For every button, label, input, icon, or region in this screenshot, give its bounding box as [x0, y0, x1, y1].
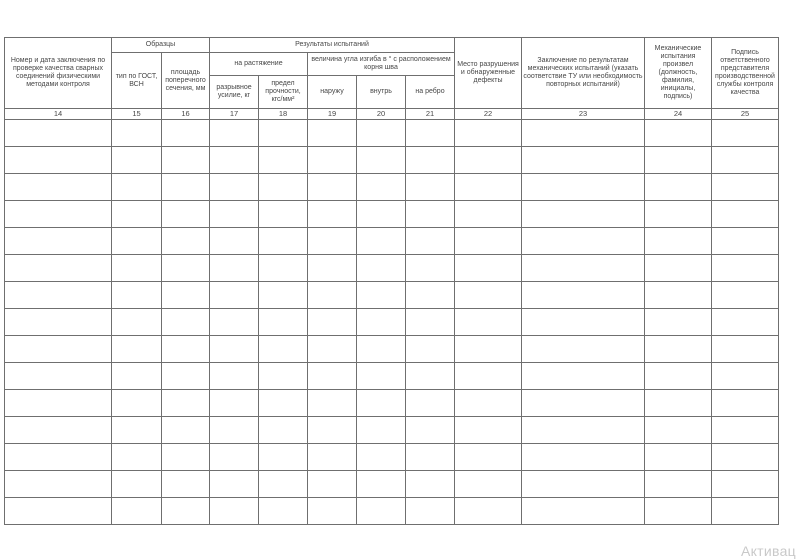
- table-cell[interactable]: [357, 147, 406, 174]
- header-tension-group: на растяжение: [210, 53, 308, 76]
- table-cell[interactable]: [522, 471, 645, 498]
- table-cell[interactable]: [712, 120, 779, 147]
- table-cell[interactable]: [645, 363, 712, 390]
- table-cell[interactable]: [162, 498, 210, 525]
- table-cell[interactable]: [259, 147, 308, 174]
- table-cell[interactable]: [308, 120, 357, 147]
- table-row: [5, 174, 779, 201]
- table-cell[interactable]: [406, 120, 455, 147]
- table-cell[interactable]: [5, 201, 112, 228]
- table-cell[interactable]: [455, 336, 522, 363]
- table-cell[interactable]: [455, 201, 522, 228]
- table-cell[interactable]: [259, 417, 308, 444]
- table-cell[interactable]: [712, 363, 779, 390]
- table-cell[interactable]: [210, 390, 259, 417]
- table-cell[interactable]: [162, 390, 210, 417]
- table-cell[interactable]: [712, 228, 779, 255]
- table-row: [5, 309, 779, 336]
- table-cell[interactable]: [162, 309, 210, 336]
- header-col17: разрывное усилие, кг: [210, 76, 259, 109]
- table-cell[interactable]: [455, 147, 522, 174]
- column-number: 17: [210, 109, 259, 120]
- table-cell[interactable]: [259, 336, 308, 363]
- table-cell[interactable]: [357, 282, 406, 309]
- table-cell[interactable]: [5, 174, 112, 201]
- table-cell[interactable]: [5, 363, 112, 390]
- table-cell[interactable]: [522, 282, 645, 309]
- table-cell[interactable]: [210, 282, 259, 309]
- table-cell[interactable]: [712, 255, 779, 282]
- table-cell[interactable]: [357, 309, 406, 336]
- header-samples-group: Образцы: [112, 38, 210, 53]
- table-cell[interactable]: [522, 201, 645, 228]
- table-cell[interactable]: [645, 120, 712, 147]
- table-cell[interactable]: [712, 282, 779, 309]
- table-cell[interactable]: [455, 417, 522, 444]
- column-number: 20: [357, 109, 406, 120]
- table-cell[interactable]: [259, 444, 308, 471]
- table-cell[interactable]: [112, 255, 162, 282]
- table-cell[interactable]: [406, 309, 455, 336]
- header-col18: предел прочности, кгс/мм²: [259, 76, 308, 109]
- column-number: 18: [259, 109, 308, 120]
- table-cell[interactable]: [162, 282, 210, 309]
- table-cell[interactable]: [112, 282, 162, 309]
- table-cell[interactable]: [210, 336, 259, 363]
- table-cell[interactable]: [712, 444, 779, 471]
- table-cell[interactable]: [645, 444, 712, 471]
- header-col19: наружу: [308, 76, 357, 109]
- table-cell[interactable]: [308, 201, 357, 228]
- table-cell[interactable]: [112, 174, 162, 201]
- column-number-row: [5, 109, 779, 120]
- table-cell[interactable]: [645, 498, 712, 525]
- table-cell[interactable]: [112, 228, 162, 255]
- table-cell[interactable]: [259, 255, 308, 282]
- table-cell[interactable]: [406, 147, 455, 174]
- table-cell[interactable]: [455, 309, 522, 336]
- table-cell[interactable]: [259, 282, 308, 309]
- table-cell[interactable]: [522, 120, 645, 147]
- table-cell[interactable]: [522, 444, 645, 471]
- table-cell[interactable]: [308, 174, 357, 201]
- header-col14: Номер и дата заключения по проверке качества сварных соединений физическими методами контроля: [5, 38, 112, 109]
- table-cell[interactable]: [210, 471, 259, 498]
- table-cell[interactable]: [645, 255, 712, 282]
- table-cell[interactable]: [210, 174, 259, 201]
- table-cell[interactable]: [162, 201, 210, 228]
- table-cell[interactable]: [259, 174, 308, 201]
- table-cell[interactable]: [712, 471, 779, 498]
- table-cell[interactable]: [259, 201, 308, 228]
- table-cell[interactable]: [210, 363, 259, 390]
- table-cell[interactable]: [455, 471, 522, 498]
- header-results-group: Результаты испытаний: [210, 38, 455, 53]
- table-cell[interactable]: [455, 363, 522, 390]
- table-row: [5, 147, 779, 174]
- table-cell[interactable]: [357, 471, 406, 498]
- table-cell[interactable]: [259, 363, 308, 390]
- table-cell[interactable]: [406, 228, 455, 255]
- column-number: 25: [712, 109, 779, 120]
- table-cell[interactable]: [5, 309, 112, 336]
- table-cell[interactable]: [210, 120, 259, 147]
- table-cell[interactable]: [712, 336, 779, 363]
- table-cell[interactable]: [112, 201, 162, 228]
- table-cell[interactable]: [406, 201, 455, 228]
- table-row: [5, 444, 779, 471]
- header-col22: Место разрушения и обнаруженные дефекты: [455, 38, 522, 109]
- column-number: 14: [5, 109, 112, 120]
- table-cell[interactable]: [308, 147, 357, 174]
- table-row: [5, 417, 779, 444]
- table-cell[interactable]: [5, 417, 112, 444]
- table-cell[interactable]: [5, 255, 112, 282]
- table-cell[interactable]: [357, 120, 406, 147]
- table-cell[interactable]: [645, 390, 712, 417]
- table-row: [5, 120, 779, 147]
- table-cell[interactable]: [712, 309, 779, 336]
- table-cell[interactable]: [406, 174, 455, 201]
- table-cell[interactable]: [5, 120, 112, 147]
- table-cell[interactable]: [645, 417, 712, 444]
- table-cell[interactable]: [162, 363, 210, 390]
- table-cell[interactable]: [5, 444, 112, 471]
- test-results-table: [4, 37, 779, 525]
- table-cell[interactable]: [645, 471, 712, 498]
- table-cell[interactable]: [162, 255, 210, 282]
- table-cell[interactable]: [522, 255, 645, 282]
- table-cell[interactable]: [5, 498, 112, 525]
- header-col23: Заключение по результатам механических испытаний (указать соответствие ТУ или необходимость повторных испытаний): [522, 38, 645, 109]
- table-cell[interactable]: [5, 390, 112, 417]
- table-cell[interactable]: [162, 228, 210, 255]
- table-cell[interactable]: [112, 498, 162, 525]
- table-cell[interactable]: [357, 255, 406, 282]
- table-cell[interactable]: [210, 147, 259, 174]
- table-cell[interactable]: [5, 471, 112, 498]
- table-cell[interactable]: [406, 390, 455, 417]
- table-cell[interactable]: [712, 147, 779, 174]
- table-cell[interactable]: [357, 201, 406, 228]
- table-cell[interactable]: [406, 471, 455, 498]
- table-cell[interactable]: [308, 282, 357, 309]
- table-cell[interactable]: [210, 498, 259, 525]
- column-number: 24: [645, 109, 712, 120]
- table-cell[interactable]: [406, 282, 455, 309]
- column-number: 23: [522, 109, 645, 120]
- table-cell[interactable]: [308, 417, 357, 444]
- table-cell[interactable]: [522, 174, 645, 201]
- table-cell[interactable]: [308, 255, 357, 282]
- table-row: [5, 282, 779, 309]
- table-header: [5, 38, 779, 120]
- table-cell[interactable]: [455, 444, 522, 471]
- table-cell[interactable]: [645, 309, 712, 336]
- table-cell[interactable]: [455, 390, 522, 417]
- table-cell[interactable]: [308, 309, 357, 336]
- table-cell[interactable]: [308, 363, 357, 390]
- table-cell[interactable]: [455, 282, 522, 309]
- column-number: 19: [308, 109, 357, 120]
- table-cell[interactable]: [112, 363, 162, 390]
- table-cell[interactable]: [112, 390, 162, 417]
- table-cell[interactable]: [522, 309, 645, 336]
- table-cell[interactable]: [357, 390, 406, 417]
- table-cell[interactable]: [455, 174, 522, 201]
- table-cell[interactable]: [522, 147, 645, 174]
- table-row: [5, 471, 779, 498]
- table-cell[interactable]: [522, 228, 645, 255]
- table-cell[interactable]: [308, 390, 357, 417]
- header-col15: тип по ГОСТ, ВСН: [112, 53, 162, 109]
- table-cell[interactable]: [308, 444, 357, 471]
- table-cell[interactable]: [308, 336, 357, 363]
- table-cell[interactable]: [455, 498, 522, 525]
- column-number: 16: [162, 109, 210, 120]
- table-cell[interactable]: [406, 336, 455, 363]
- table-cell[interactable]: [5, 147, 112, 174]
- table-cell[interactable]: [712, 174, 779, 201]
- header-col21: на ребро: [406, 76, 455, 109]
- table-cell[interactable]: [406, 363, 455, 390]
- table-cell[interactable]: [645, 228, 712, 255]
- table-cell[interactable]: [522, 390, 645, 417]
- table-cell[interactable]: [210, 201, 259, 228]
- column-number: 15: [112, 109, 162, 120]
- table-cell[interactable]: [357, 336, 406, 363]
- table-cell[interactable]: [455, 120, 522, 147]
- table-cell[interactable]: [406, 417, 455, 444]
- table-cell[interactable]: [162, 444, 210, 471]
- table-row: [5, 255, 779, 282]
- table-cell[interactable]: [162, 471, 210, 498]
- table-cell[interactable]: [712, 417, 779, 444]
- table-cell[interactable]: [162, 336, 210, 363]
- table-cell[interactable]: [259, 498, 308, 525]
- journal-sheet: [4, 37, 779, 525]
- table-cell[interactable]: [406, 444, 455, 471]
- table-cell[interactable]: [522, 363, 645, 390]
- table-cell[interactable]: [522, 498, 645, 525]
- table-cell[interactable]: [522, 417, 645, 444]
- table-cell[interactable]: [5, 228, 112, 255]
- column-number: 22: [455, 109, 522, 120]
- table-cell[interactable]: [112, 147, 162, 174]
- table-cell[interactable]: [645, 174, 712, 201]
- table-cell[interactable]: [5, 336, 112, 363]
- table-cell[interactable]: [308, 228, 357, 255]
- table-cell[interactable]: [5, 282, 112, 309]
- header-col24: Механические испытания произвел (должность, фамилия, инициалы, подпись): [645, 38, 712, 109]
- header-col16: площадь поперечного сечения, мм: [162, 53, 210, 109]
- table-cell[interactable]: [522, 336, 645, 363]
- table-body: [5, 120, 779, 525]
- table-cell[interactable]: [712, 498, 779, 525]
- table-cell[interactable]: [357, 363, 406, 390]
- table-cell[interactable]: [210, 255, 259, 282]
- table-cell[interactable]: [210, 417, 259, 444]
- table-cell[interactable]: [259, 120, 308, 147]
- table-cell[interactable]: [259, 228, 308, 255]
- header-bend-group: величина угла изгиба в ° с расположением корня шва: [308, 53, 455, 76]
- header-col25: Подпись ответственного представителя производственной службы контроля качества: [712, 38, 779, 109]
- table-cell[interactable]: [162, 120, 210, 147]
- table-cell[interactable]: [112, 471, 162, 498]
- table-cell[interactable]: [712, 201, 779, 228]
- table-cell[interactable]: [210, 309, 259, 336]
- table-cell[interactable]: [162, 174, 210, 201]
- table-cell[interactable]: [112, 336, 162, 363]
- table-row: [5, 390, 779, 417]
- table-cell[interactable]: [112, 120, 162, 147]
- table-cell[interactable]: [308, 471, 357, 498]
- table-cell[interactable]: [112, 417, 162, 444]
- table-cell[interactable]: [162, 417, 210, 444]
- table-cell[interactable]: [357, 228, 406, 255]
- table-row: [5, 498, 779, 525]
- activation-watermark: Активац: [740, 543, 796, 559]
- table-cell[interactable]: [162, 147, 210, 174]
- table-cell[interactable]: [259, 471, 308, 498]
- table-cell[interactable]: [210, 444, 259, 471]
- table-cell[interactable]: [357, 417, 406, 444]
- table-cell[interactable]: [645, 336, 712, 363]
- table-cell[interactable]: [406, 255, 455, 282]
- table-cell[interactable]: [406, 498, 455, 525]
- table-cell[interactable]: [308, 498, 357, 525]
- table-cell[interactable]: [357, 174, 406, 201]
- table-cell[interactable]: [112, 444, 162, 471]
- table-cell[interactable]: [645, 201, 712, 228]
- table-cell[interactable]: [645, 282, 712, 309]
- table-cell[interactable]: [259, 309, 308, 336]
- table-row: [5, 363, 779, 390]
- table-row: [5, 228, 779, 255]
- column-number: 21: [406, 109, 455, 120]
- table-cell[interactable]: [357, 498, 406, 525]
- table-cell[interactable]: [357, 444, 406, 471]
- table-cell[interactable]: [455, 228, 522, 255]
- table-row: [5, 336, 779, 363]
- table-cell[interactable]: [455, 255, 522, 282]
- table-cell[interactable]: [645, 147, 712, 174]
- table-row: [5, 201, 779, 228]
- table-cell[interactable]: [210, 228, 259, 255]
- header-col20: внутрь: [357, 76, 406, 109]
- table-cell[interactable]: [259, 390, 308, 417]
- table-cell[interactable]: [712, 390, 779, 417]
- table-cell[interactable]: [112, 309, 162, 336]
